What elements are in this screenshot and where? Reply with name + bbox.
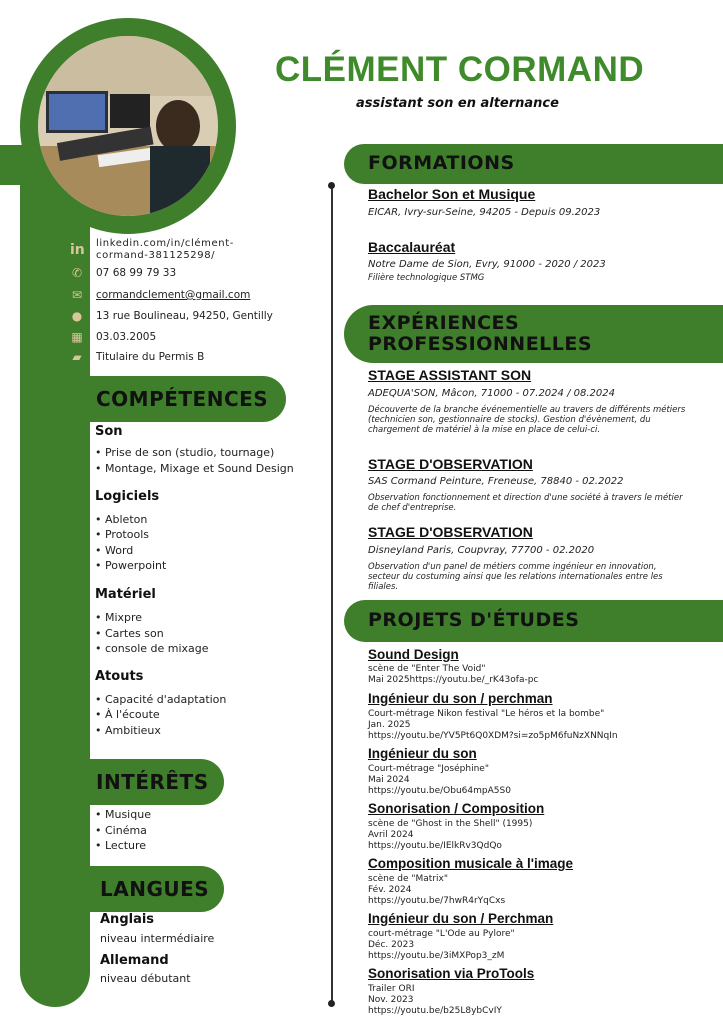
competences-title: COMPÉTENCES [96,387,269,411]
formation-note: Filière technologique STMG [368,273,485,283]
project-title: Ingénieur du son [368,746,477,761]
son-heading: Son [95,424,123,439]
formation-title: Bachelor Son et Musique [368,186,536,202]
project-link[interactable]: https://youtu.be/Obu64mpA5S0 [368,786,511,796]
list-item: • Lecture [95,839,147,852]
experience-detail: ADEQUA'SON, Mâcon, 71000 - 07.2024 / 08.2024 [368,388,615,399]
list-item: • À l'écoute [95,708,160,721]
contact-email[interactable] [70,288,250,302]
left-header-bar [0,145,22,185]
project-line: Nov. 2023 [368,995,414,1005]
logiciels-heading: Logiciels [95,489,160,504]
list-item: • Prise de son (studio, tournage) [95,446,275,459]
list-item: • Cinéma [95,824,147,837]
experience-detail: SAS Cormand Peinture, Freneuse, 78840 - 02.2022 [368,476,624,487]
formation-detail: EICAR, Ivry-sur-Seine, 94205 - Depuis 09.2023 [368,207,601,218]
project-link[interactable]: https://youtu.be/b25L8ybCvIY [368,1006,502,1016]
experience-title: STAGE D'OBSERVATION [368,456,533,472]
timeline-dot [328,1000,335,1007]
list-item: • Protools [95,528,149,541]
email-text[interactable]: cormandclement@gmail.com [96,289,251,301]
project-line: scène de "Ghost in the Shell" (1995) [368,819,533,829]
linkedin-url-line1: linkedin.com/in/clément- [96,238,234,249]
experience-description: Découverte de la branche événementielle au travers de différents métiers (technicien son, gestionnaire de stocks). Gestion d'évènement, du chargement de matériel à la mise en place de celui-ci. [368,405,686,435]
mail-icon: ✉ [71,288,83,302]
contact-linkedin[interactable] [70,238,234,262]
car-icon: ▰ [72,350,82,364]
project-link[interactable]: https://youtu.be/YV5Pt6Q0XDM?si=zo5pM6fuNzXNNqIn [368,731,618,741]
project-link[interactable]: Mai 2025https://youtu.be/_rK43ofa-pc [368,675,539,685]
contact-phone[interactable] [70,266,176,280]
project-line: Fév. 2024 [368,885,412,895]
experience-title: STAGE ASSISTANT SON [368,367,532,383]
contact-license [70,350,204,364]
location-pin-icon: ● [71,309,83,323]
project-line: Trailer ORI [368,984,415,994]
interets-header [90,759,224,805]
project-line: Court-métrage "Joséphine" [368,764,489,774]
phone-icon: ✆ [71,266,83,280]
candidate-name: CLÉMENT CORMAND [275,50,645,89]
project-line: scène de "Matrix" [368,874,449,884]
list-item: • Ableton [95,513,148,526]
list-item: • Mixpre [95,611,143,624]
language-level: niveau intermédiaire [100,932,215,945]
experience-title: STAGE D'OBSERVATION [368,524,533,540]
list-item: • Montage, Mixage et Sound Design [95,462,294,475]
experiences-title-line1: EXPÉRIENCES [368,312,520,334]
contact-address [70,309,273,323]
project-link[interactable]: https://youtu.be/7hwR4rYqCxs [368,896,506,906]
langues-header [90,866,224,912]
list-item: • Word [95,544,134,557]
language-name: Anglais [100,912,155,927]
list-item: • Powerpoint [95,559,167,572]
langues-title: LANGUES [100,877,210,901]
projets-header [344,600,723,642]
experiences-title-line2: PROFESSIONNELLES [368,333,593,355]
project-title: Sonorisation / Composition [368,801,545,816]
project-title: Composition musicale à l'image [368,856,574,871]
profile-photo [38,36,218,216]
list-item: • Capacité d'adaptation [95,693,227,706]
project-line: Avril 2024 [368,830,414,840]
experience-description: Observation d'un panel de métiers comme ingénieur en innovation, secteur du costuming ainsi que les relations internationales entre les filiales. [368,562,663,592]
project-link[interactable]: https://youtu.be/3iMXPop3_zM [368,951,505,961]
birthdate-text: 03.03.2005 [96,331,157,343]
list-item: • Cartes son [95,627,164,640]
project-line: Déc. 2023 [368,940,415,950]
projets-title: PROJETS D'ÉTUDES [368,609,580,631]
list-item: • Musique [95,808,151,821]
calendar-icon: ▦ [71,330,83,344]
experiences-title [368,313,592,355]
linkedin-icon: in [70,242,85,258]
project-title: Ingénieur du son / perchman [368,691,553,706]
formations-title: FORMATIONS [368,152,515,174]
list-item: • console de mixage [95,642,209,655]
job-title: assistant son en alternance [356,96,559,111]
experiences-header [344,305,723,363]
formation-title: Baccalauréat [368,239,456,255]
timeline-line [331,186,333,1004]
language-level: niveau débutant [100,972,191,985]
project-line: Mai 2024 [368,775,410,785]
address-text: 13 rue Boulineau, 94250, Gentilly [96,310,273,322]
timeline-dot [328,182,335,189]
interets-title: INTÉRÊTS [96,770,209,794]
project-title: Sound Design [368,647,459,662]
project-line: Jan. 2025 [368,720,411,730]
atouts-heading: Atouts [95,669,144,684]
language-name: Allemand [100,953,169,968]
experience-detail: Disneyland Paris, Coupvray, 77700 - 02.2020 [368,545,595,556]
experience-description: Observation fonctionnement et direction d'une société à travers le métier de chef d'entreprise. [368,493,683,513]
formation-detail: Notre Dame de Sion, Evry, 91000 - 2020 / 2023 [368,259,606,270]
phone-text: 07 68 99 79 33 [96,267,177,279]
project-title: Ingénieur du son / Perchman [368,911,554,926]
formations-header [344,144,723,184]
project-line: Court-métrage Nikon festival "Le héros et la bombe" [368,709,605,719]
project-link[interactable]: https://youtu.be/IElkRv3QdQo [368,841,502,851]
project-line: court-métrage "L'Ode au Pylore" [368,929,515,939]
list-item: • Ambitieux [95,724,161,737]
contact-birthdate [70,330,156,344]
competences-header [90,376,286,422]
project-title: Sonorisation via ProTools [368,966,535,981]
license-text: Titulaire du Permis B [96,351,205,363]
linkedin-url-line2: cormand-381125298/ [96,250,216,261]
project-line: scène de "Enter The Void" [368,664,486,674]
materiel-heading: Matériel [95,587,156,602]
